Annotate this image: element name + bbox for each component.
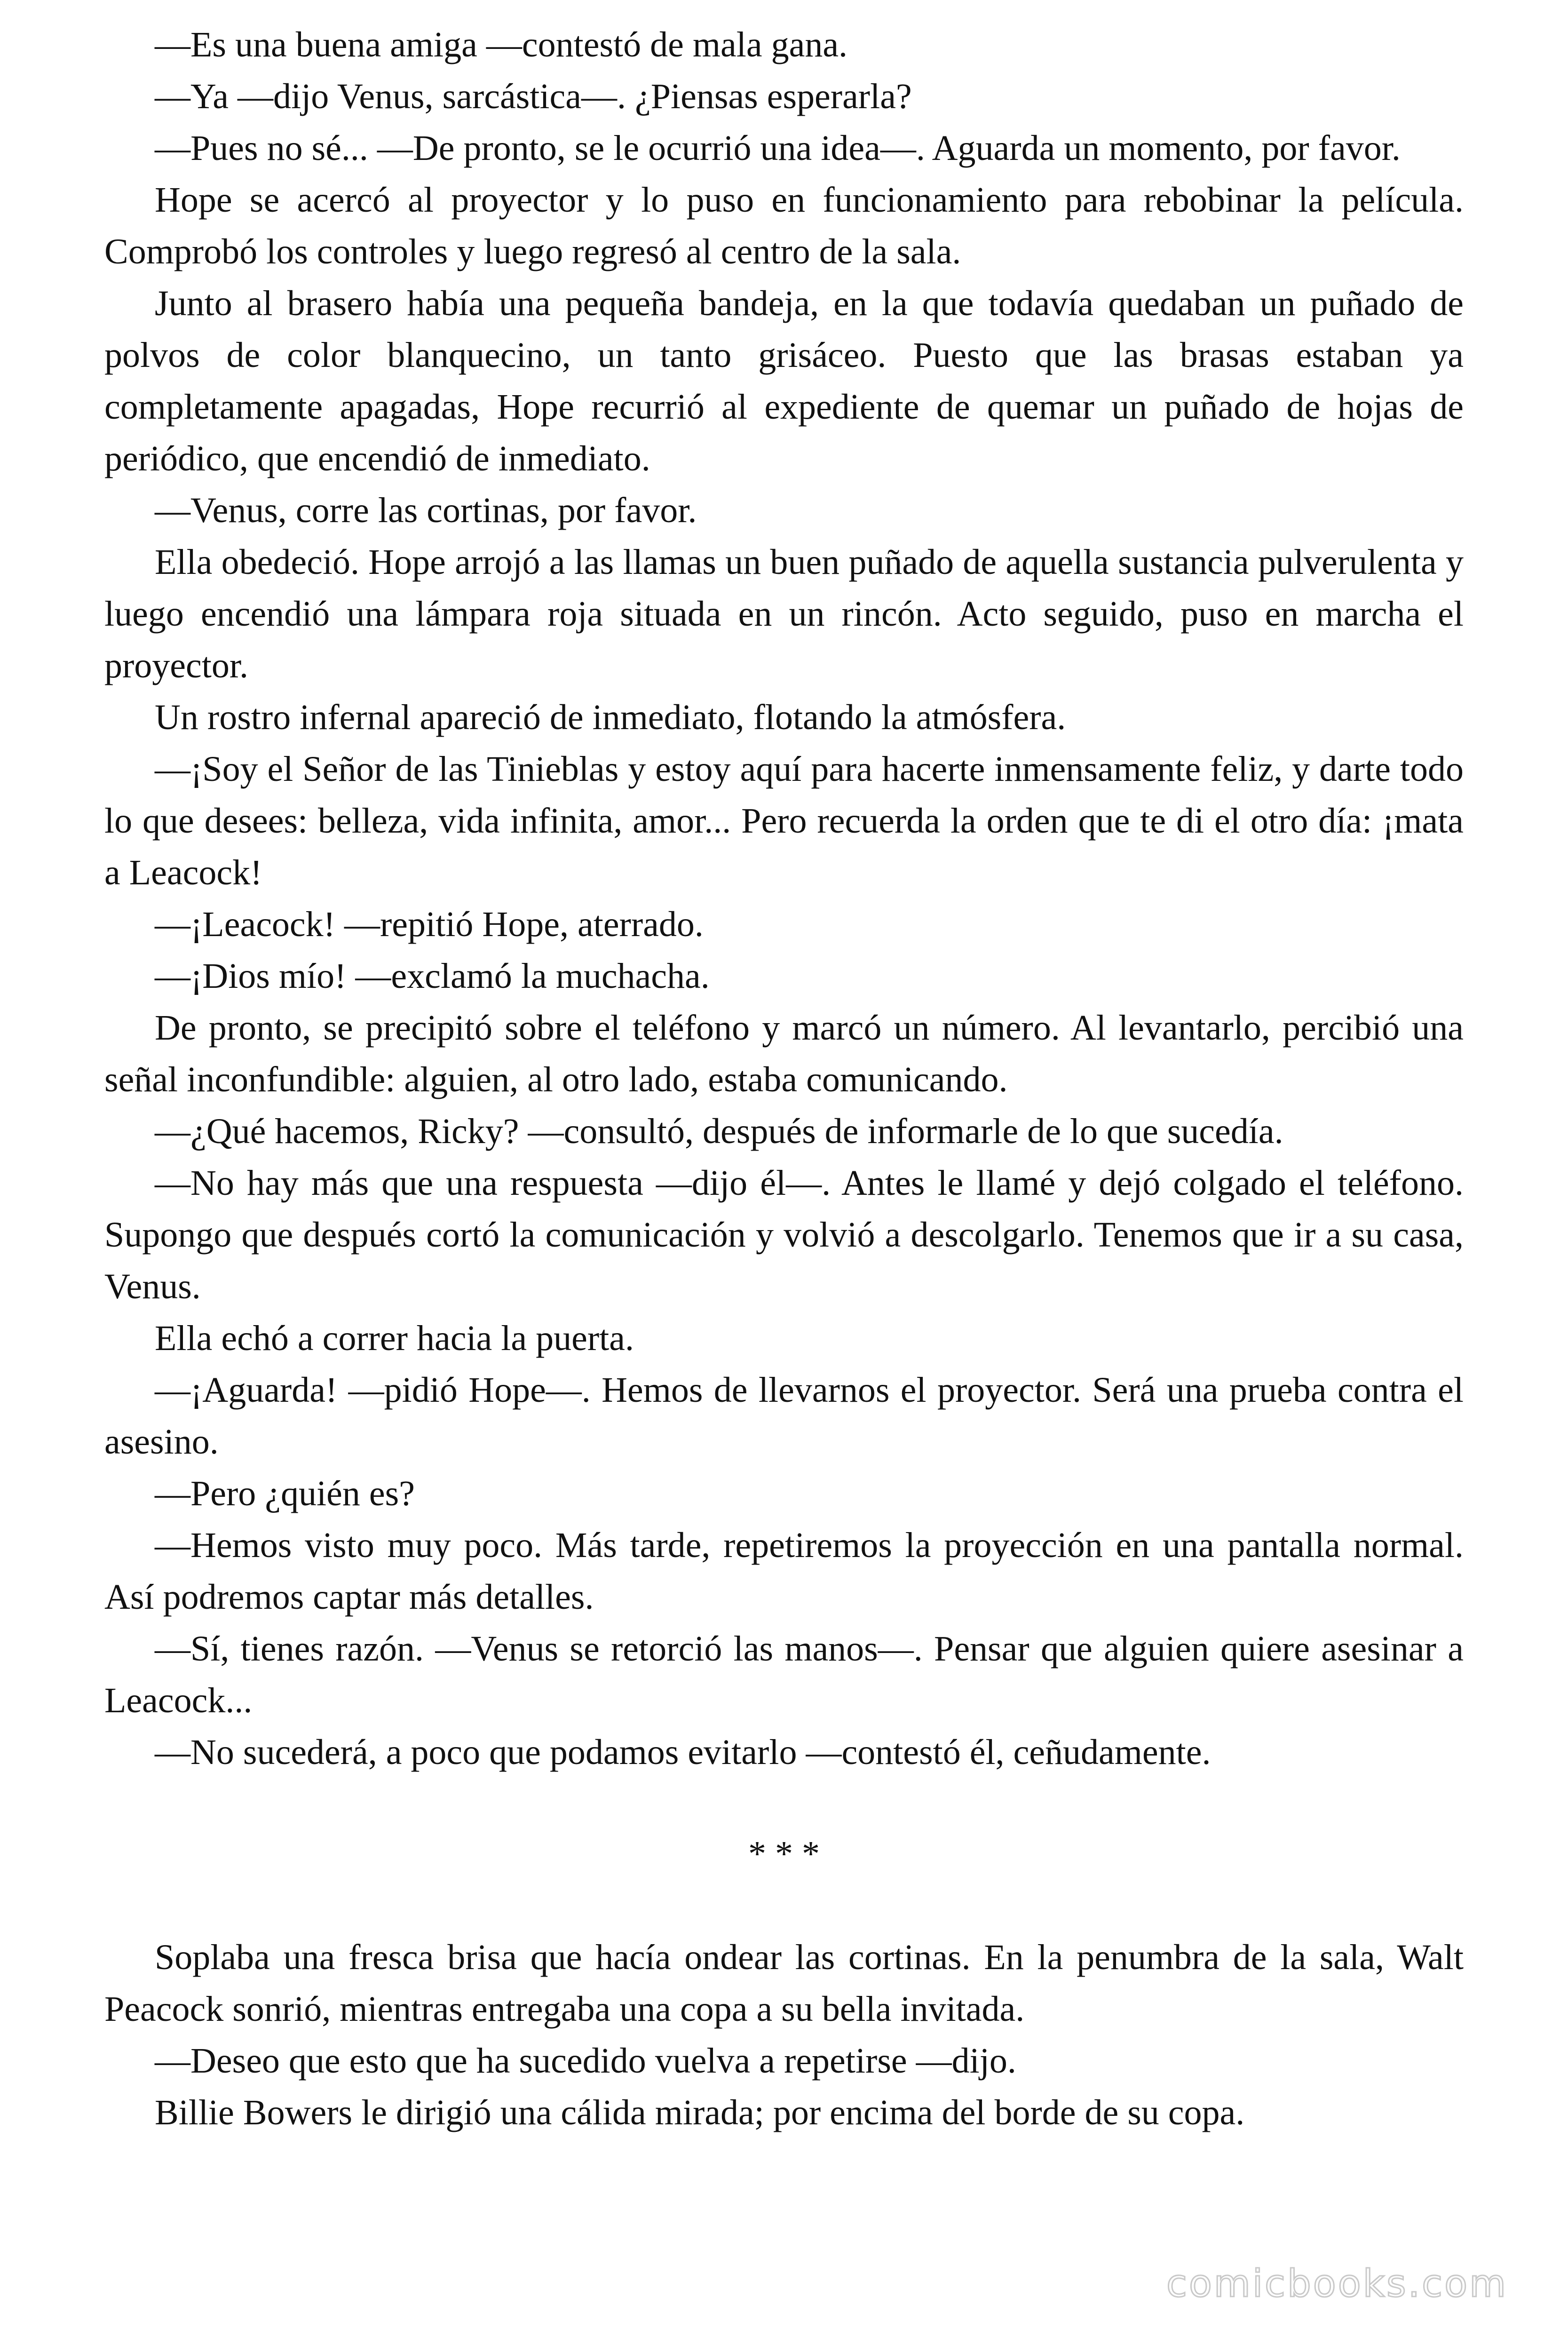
paragraph: Junto al brasero había una pequeña bandeja, en la que todavía quedaban un puñado de polvos de color blanquecino, un tanto grisáceo. Puesto que las brasas estaban ya completamente apagadas, Hope recurrió al expediente de quemar un puñado de hojas de periódico, que encendió de inmediato.: [104, 284, 1464, 478]
paragraph: —¡Soy el Señor de las Tinieblas y estoy aquí para hacerte inmensamente feliz, y darte todo lo que desees: belleza, vida infinita, amor... Pero recuerda la orden que te di el otro día: ¡mata a Leacock!: [104, 749, 1464, 892]
paragraph: Ella echó a correr hacia la puerta.: [155, 1319, 634, 1358]
text-block-top: [104, 19, 1464, 1778]
paragraph: —No hay más que una respuesta —dijo él—. Antes le llamé y dejó colgado el teléfono. Supongo que después cortó la comunicación y volvió a descolgarlo. Tenemos que ir a su casa, Venus.: [104, 1163, 1464, 1306]
paragraph: —¿Qué hacemos, Ricky? —consultó, después de informarle de lo que sucedía.: [155, 1112, 1283, 1151]
paragraph: —Es una buena amiga —contestó de mala gana.: [155, 25, 848, 64]
paragraph: —No sucederá, a poco que podamos evitarlo —contestó él, ceñudamente.: [155, 1732, 1211, 1772]
paragraph: —Deseo que esto que ha sucedido vuelva a repetirse —dijo.: [155, 2041, 1016, 2081]
paragraph: —Hemos visto muy poco. Más tarde, repetiremos la proyección en una pantalla normal. Así podremos captar más detalles.: [104, 1526, 1464, 1617]
section-gap: [104, 1778, 1464, 1828]
paragraph: —Pues no sé... —De pronto, se le ocurrió una idea—. Aguarda un momento, por favor.: [155, 128, 1401, 168]
paragraph: Soplaba una fresca brisa que hacía ondear las cortinas. En la penumbra de la sala, Walt Peacock sonrió, mientras entregaba una copa a su bella invitada.: [104, 1938, 1464, 2029]
paragraph: —¡Aguarda! —pidió Hope—. Hemos de llevarnos el proyector. Será una prueba contra el asesino.: [104, 1370, 1464, 1462]
paragraph: —Sí, tienes razón. —Venus se retorció las manos—. Pensar que alguien quiere asesinar a Leacock...: [104, 1629, 1464, 1720]
paragraph: De pronto, se precipitó sobre el teléfono y marcó un número. Al levantarlo, percibió una señal inconfundible: alguien, al otro lado, estaba comunicando.: [104, 1008, 1464, 1099]
paragraph: —¡Dios mío! —exclamó la muchacha.: [155, 956, 710, 996]
section-separator: * * *: [748, 1834, 820, 1874]
paragraph: Ella obedeció. Hope arrojó a las llamas un buen puñado de aquella sustancia pulverulenta y luego encendió una lámpara roja situada en un rincón. Acto seguido, puso en marcha el proyector.: [104, 542, 1464, 685]
paragraph: Un rostro infernal apareció de inmediato, flotando la atmósfera.: [155, 698, 1066, 737]
paragraph: —Ya —dijo Venus, sarcástica—. ¿Piensas esperarla?: [155, 77, 912, 116]
paragraph: Hope se acercó al proyector y lo puso en funcionamiento para rebobinar la película. Comprobó los controles y luego regresó al centro de la sala.: [104, 180, 1464, 271]
paragraph: —¡Leacock! —repitió Hope, aterrado.: [155, 905, 704, 944]
book-page: [104, 19, 1464, 2138]
text-block-bottom: [104, 1931, 1464, 2138]
paragraph: Billie Bowers le dirigió una cálida mirada; por encima del borde de su copa.: [155, 2093, 1245, 2132]
paragraph: —Pero ¿quién es?: [155, 1474, 415, 1513]
watermark: comicbooks.com: [1166, 2262, 1508, 2305]
paragraph: —Venus, corre las cortinas, por favor.: [155, 491, 697, 530]
section-gap: [104, 1880, 1464, 1931]
